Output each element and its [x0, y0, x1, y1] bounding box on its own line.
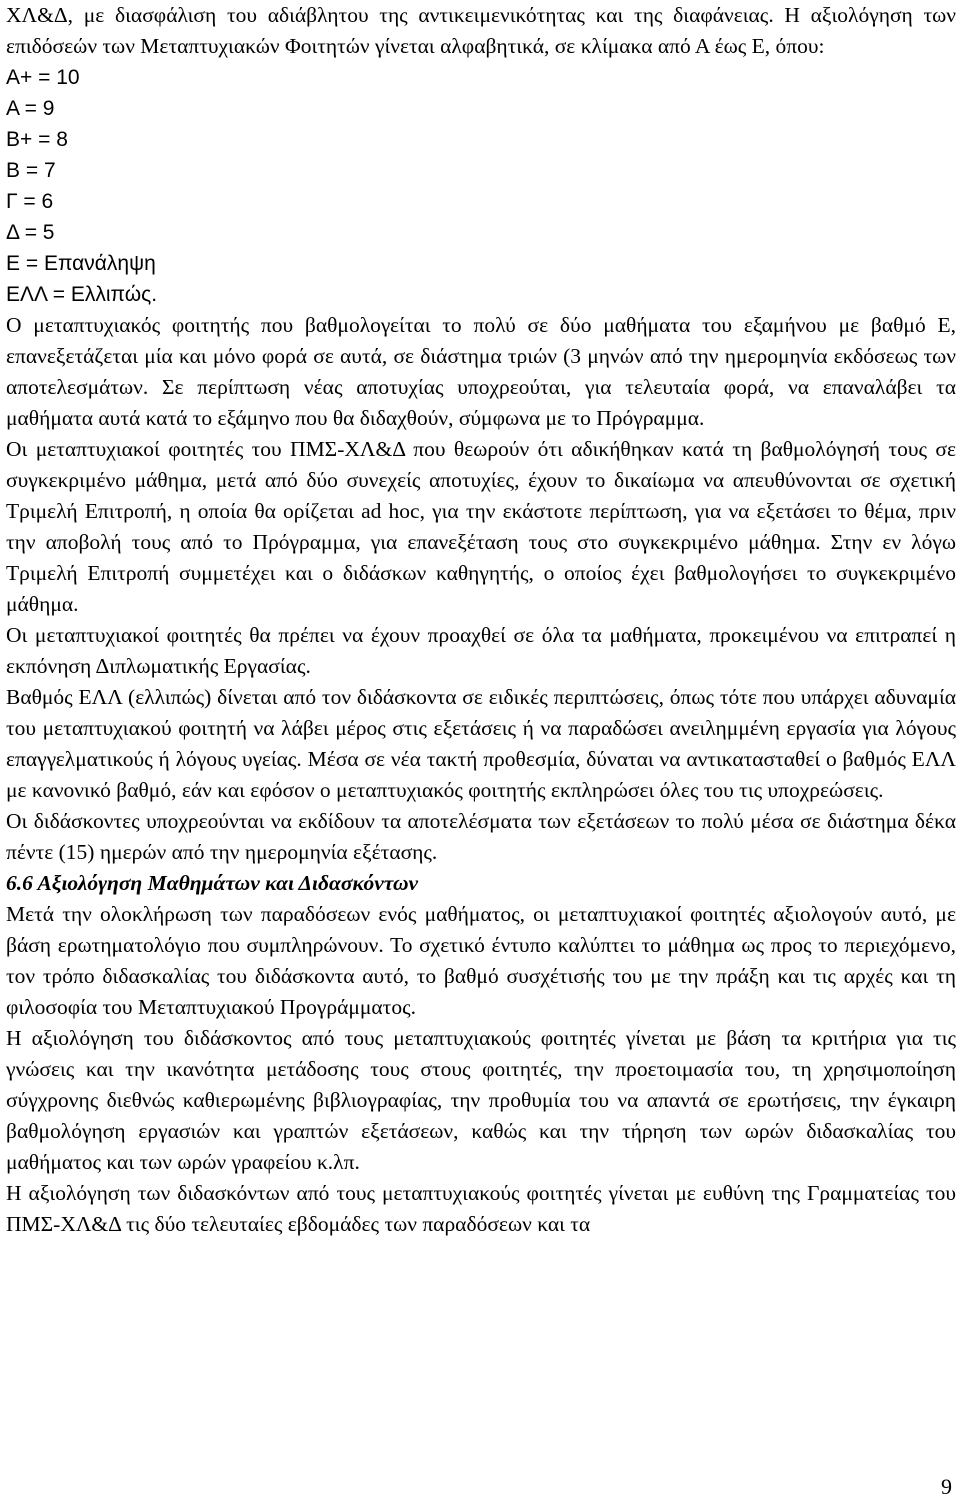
page-number: 9 — [941, 1474, 952, 1499]
body-paragraph: Ο μεταπτυχιακός φοιτητής που βαθμολογείται το πολύ σε δύο μαθήματα του εξαμήνου με βαθμό Ε, επανεξετάζεται μία και μόνο φορά σε αυτά, σε διάστημα τριών (3 μηνών από την ημερομηνία εκδόσεως των αποτελεσμάτων. Σε περίπτωση νέας αποτυχίας υποχρεούται, για τελευταία φορά, να επαναλάβει τα μαθήματα αυτά κατά το εξάμηνο που θα διδαχθούν, σύμφωνα με το Πρόγραμμα. — [6, 313, 956, 430]
intro-paragraph: ΧΛ&Δ, με διασφάλιση του αδιάβλητου της αντικειμενικότητας και της διαφάνειας. Η αξιολόγηση των επιδόσεών των Μεταπτυχιακών Φοιτητών γίνεται αλφαβητικά, σε κλίμακα από Α έως Ε, όπου: — [6, 3, 956, 58]
body-paragraph: Οι διδάσκοντες υποχρεούνται να εκδίδουν τα αποτελέσματα των εξετάσεων το πολύ μέσα σε διάστημα δέκα πέντε (15) ημερών από την ημερομηνία εξέτασης. — [6, 809, 956, 864]
body-paragraph: Βαθμός ΕΛΛ (ελλιπώς) δίνεται από τον διδάσκοντα σε ειδικές περιπτώσεις, όπως τότε που υπάρχει αδυναμία του μεταπτυχιακού φοιτητή να λάβει μέρος στις εξετάσεις ή να παραδώσει ανειλημμένη εργασία για λόγους επαγγελματικούς ή λόγους υγείας. Μέσα σε νέα τακτή προθεσμία, δύναται να αντικατασταθεί ο βαθμός ΕΛΛ με κανονικό βαθμό, εάν και εφόσον ο μεταπτυχιακός φοιτητής εκπληρώσει όλες του τις υποχρεώσεις. — [6, 685, 956, 802]
section-heading: 6.6 Αξιολόγηση Μαθημάτων και Διδασκόντων — [6, 871, 419, 895]
grade-scale-list — [6, 62, 956, 310]
body-paragraph: Οι μεταπτυχιακοί φοιτητές του ΠΜΣ-ΧΛ&Δ που θεωρούν ότι αδικήθηκαν κατά τη βαθμολόγησή τους σε συγκεκριμένο μάθημα, μετά από δύο συνεχείς αποτυχίες, έχουν το δικαίωμα να απευθύνονται σε σχετική Τριμελή Επιτροπή, η οποία θα ορίζεται ad hoc, για την εκάστοτε περίπτωση, για να εξετάσει το θέμα, πριν την αποβολή τους από το Πρόγραμμα, για επανεξέταση τους στο συγκεκριμένο μάθημα. Στην εν λόγω Τριμελή Επιτροπή συμμετέχει και ο διδάσκων καθηγητής, ο οποίος έχει βαθμολογήσει το συγκεκριμένο μάθημα. — [6, 437, 956, 616]
grade-item: ΕΛΛ = Ελλιπώς. — [6, 283, 158, 306]
grade-item: Β = 7 — [6, 159, 56, 182]
grade-item: Α = 9 — [6, 97, 55, 120]
section-paragraph: Η αξιολόγηση του διδάσκοντος από τους μεταπτυχιακούς φοιτητές γίνεται με βάση τα κριτήρια για τις γνώσεις και την ικανότητα μετάδοσης τους στους φοιτητές, την προετοιμασία του, τη χρησιμοποίηση σύγχρονης διεθνώς καθιερωμένης βιβλιογραφίας, την προθυμία του να απαντά σε ερωτήσεις, την έγκαιρη βαθμολόγηση εργασιών και γραπτών εξετάσεων, καθώς και την τήρηση των ωρών διδασκαλίας του μαθήματος και των ωρών γραφείου κ.λπ. — [6, 1026, 956, 1174]
document-page — [6, 0, 956, 1240]
section-paragraph: Μετά την ολοκλήρωση των παραδόσεων ενός μαθήματος, οι μεταπτυχιακοί φοιτητές αξιολογούν αυτό, με βάση ερωτηματολόγιο που συμπληρώνουν. Το σχετικό έντυπο καλύπτει το μάθημα ως προς το περιεχόμενο, τον τρόπο διδασκαλίας του διδάσκοντα αυτό, το βαθμό συσχέτισής του με την πράξη και τις αρχές και τη φιλοσοφία του Μεταπτυχιακού Προγράμματος. — [6, 902, 956, 1019]
grade-item: Γ = 6 — [6, 190, 54, 213]
grade-item: Δ = 5 — [6, 221, 55, 244]
body-paragraph: Οι μεταπτυχιακοί φοιτητές θα πρέπει να έχουν προαχθεί σε όλα τα μαθήματα, προκειμένου να επιτραπεί η εκπόνηση Διπλωματικής Εργασίας. — [6, 623, 956, 678]
grade-item: Β+ = 8 — [6, 128, 68, 151]
grade-item: Α+ = 10 — [6, 66, 80, 89]
grade-item: Ε = Επανάληψη — [6, 252, 156, 275]
section-paragraph: Η αξιολόγηση των διδασκόντων από τους μεταπτυχιακούς φοιτητές γίνεται με ευθύνη της Γραμματείας του ΠΜΣ-ΧΛ&Δ τις δύο τελευταίες εβδομάδες των παραδόσεων και τα — [6, 1181, 956, 1236]
